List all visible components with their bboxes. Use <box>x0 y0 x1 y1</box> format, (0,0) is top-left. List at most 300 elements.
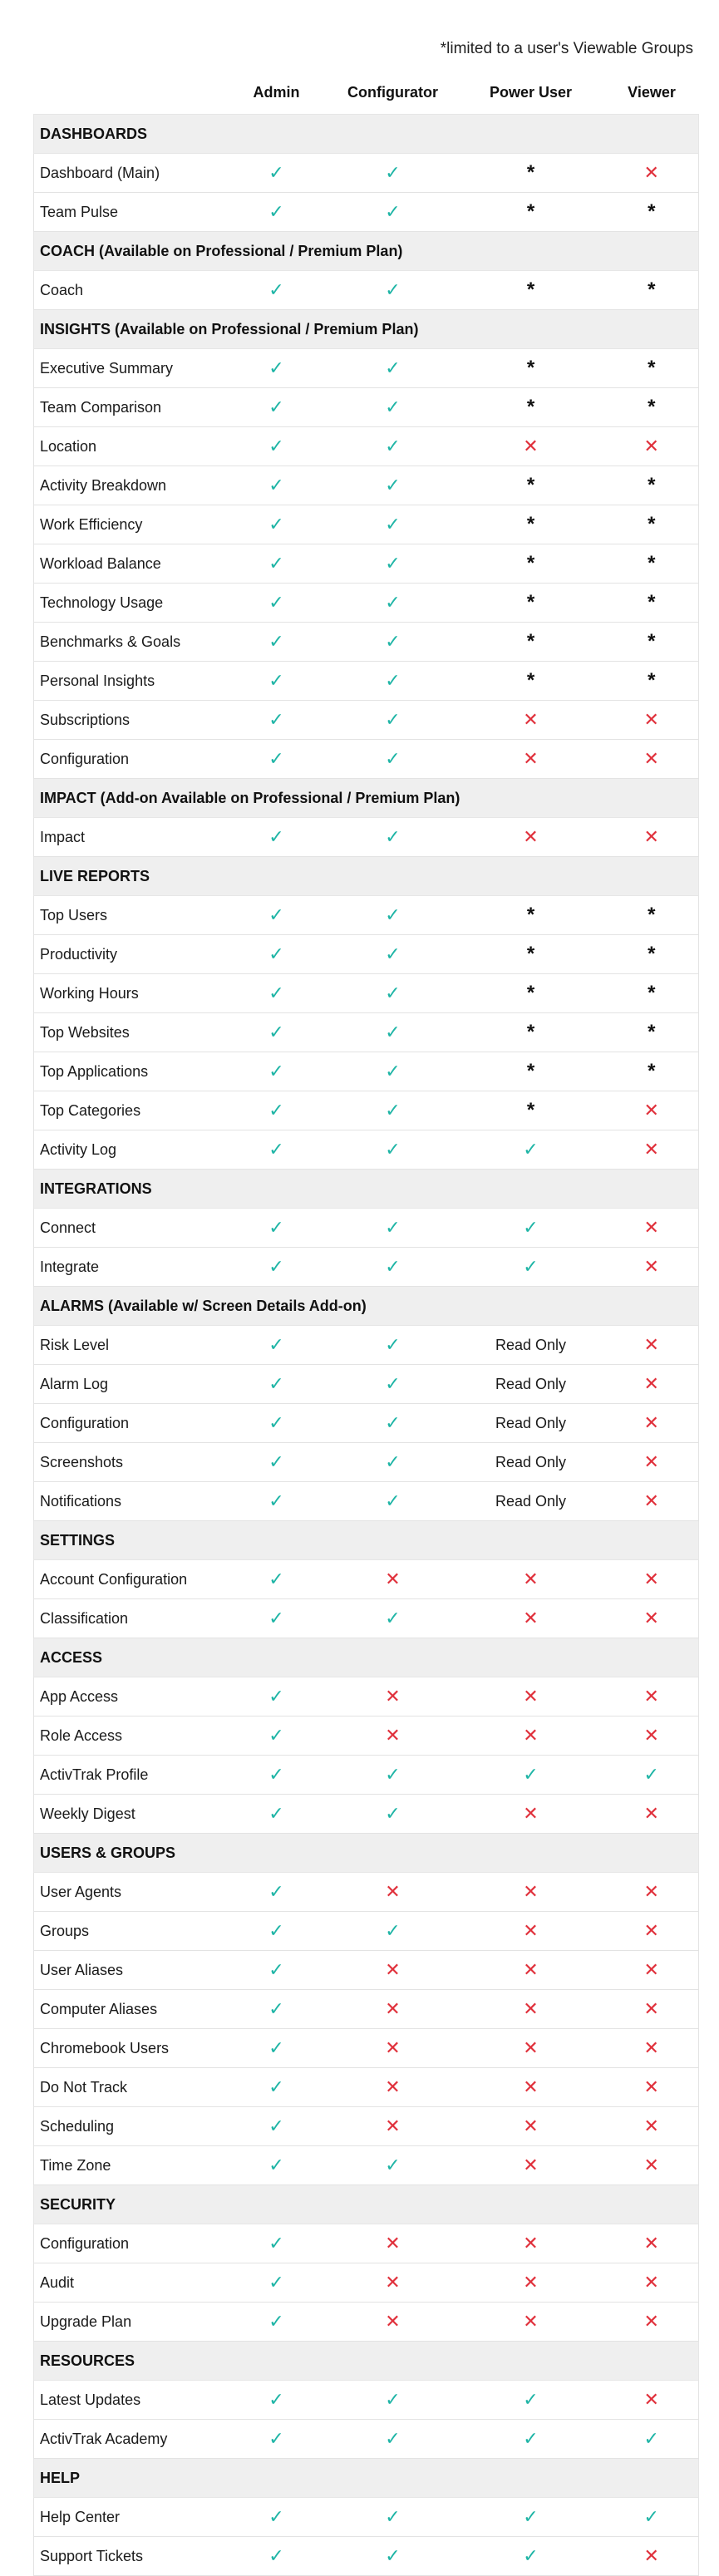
cross-icon: ✕ <box>643 1100 659 1121</box>
table-row <box>34 1795 699 1834</box>
check-icon: ✓ <box>385 1412 401 1433</box>
table-row <box>34 193 699 232</box>
asterisk-icon: * <box>526 552 535 574</box>
check-icon: ✓ <box>643 2506 659 2527</box>
permission-cell-admin <box>224 2263 329 2303</box>
permission-cell-viewer <box>605 701 699 740</box>
permission-cell-admin <box>224 2420 329 2459</box>
table-row <box>34 1248 699 1287</box>
permission-cell-admin <box>224 1326 329 1365</box>
permission-cell-admin <box>224 740 329 779</box>
cross-icon: ✕ <box>643 2545 659 2566</box>
feature-name: ActivTrak Profile <box>40 1766 149 1783</box>
permission-cell-viewer <box>605 740 699 779</box>
feature-name: Role Access <box>40 1726 123 1744</box>
table-row <box>34 1560 699 1599</box>
asterisk-icon: * <box>648 943 656 965</box>
permission-cell-admin <box>224 935 329 974</box>
cross-icon: ✕ <box>523 1803 539 1824</box>
permission-cell-admin <box>224 2146 329 2185</box>
table-row <box>34 1677 699 1717</box>
section-header-row <box>34 1834 699 1873</box>
permission-cell-admin <box>224 1873 329 1912</box>
viewable-groups-note: *limited to a user's Viewable Groups <box>440 40 693 57</box>
check-icon: ✓ <box>268 1764 284 1785</box>
asterisk-icon: * <box>526 200 535 223</box>
permission-cell-configurator <box>329 662 457 701</box>
permission-cell-power-user <box>457 154 605 193</box>
asterisk-icon: * <box>648 982 656 1004</box>
section-header-row <box>34 1521 699 1560</box>
check-icon: ✓ <box>523 1217 539 1238</box>
asterisk-icon: * <box>526 943 535 965</box>
permission-cell-configurator <box>329 388 457 427</box>
check-icon: ✓ <box>385 1217 401 1238</box>
cross-icon: ✕ <box>643 748 659 769</box>
asterisk-icon: * <box>648 552 656 574</box>
permission-cell-power-user <box>457 1717 605 1756</box>
check-icon: ✓ <box>268 436 284 456</box>
asterisk-icon: * <box>526 591 535 613</box>
check-icon: ✓ <box>385 396 401 417</box>
asterisk-icon: * <box>526 161 535 184</box>
section-header-row <box>34 115 699 154</box>
permission-cell-configurator <box>329 2068 457 2107</box>
section-title: RESOURCES <box>40 2352 135 2369</box>
section-header-row <box>34 2342 699 2381</box>
permission-cell-viewer <box>605 1677 699 1717</box>
permission-cell-viewer <box>605 2224 699 2263</box>
permission-cell-viewer <box>605 1443 699 1482</box>
permission-cell-configurator <box>329 1795 457 1834</box>
permission-cell-configurator <box>329 623 457 662</box>
permission-cell-admin <box>224 1130 329 1170</box>
section-header-row <box>34 310 699 349</box>
check-icon: ✓ <box>385 2545 401 2566</box>
asterisk-icon: * <box>648 474 656 496</box>
check-icon: ✓ <box>385 2155 401 2175</box>
feature-name: Productivity <box>40 945 118 963</box>
table-row <box>34 1990 699 2029</box>
cross-icon: ✕ <box>643 1608 659 1628</box>
asterisk-icon: * <box>526 513 535 535</box>
permission-cell-admin <box>224 1404 329 1443</box>
cross-icon: ✕ <box>523 2272 539 2293</box>
cross-icon: ✕ <box>523 2037 539 2058</box>
feature-name: Notifications <box>40 1492 122 1510</box>
section-title: ACCESS <box>40 1648 103 1666</box>
feature-name: Workload Balance <box>40 554 161 572</box>
permission-cell-power-user <box>457 1951 605 1990</box>
cross-icon: ✕ <box>643 2037 659 2058</box>
permission-cell-power-user <box>457 623 605 662</box>
permission-cell-viewer <box>605 1873 699 1912</box>
asterisk-icon: * <box>648 396 656 418</box>
check-icon: ✓ <box>268 1608 284 1628</box>
check-icon: ✓ <box>268 1881 284 1902</box>
permission-cell-admin <box>224 1677 329 1717</box>
cross-icon: ✕ <box>643 826 659 847</box>
permission-cell-admin <box>224 1912 329 1951</box>
check-icon: ✓ <box>268 826 284 847</box>
check-icon: ✓ <box>385 1061 401 1081</box>
feature-name: Configuration <box>40 2234 130 2252</box>
cross-icon: ✕ <box>523 1881 539 1902</box>
cross-icon: ✕ <box>523 709 539 730</box>
check-icon: ✓ <box>385 631 401 652</box>
permission-cell-admin <box>224 2068 329 2107</box>
cross-icon: ✕ <box>385 1686 401 1707</box>
check-icon: ✓ <box>268 1061 284 1081</box>
check-icon: ✓ <box>523 1764 539 1785</box>
permission-cell-viewer <box>605 1951 699 1990</box>
table-row <box>34 584 699 623</box>
table-row <box>34 1717 699 1756</box>
permission-cell-admin <box>224 2107 329 2146</box>
permission-cell-power-user <box>457 349 605 388</box>
feature-column-header <box>34 71 224 115</box>
permission-cell-viewer <box>605 2068 699 2107</box>
check-icon: ✓ <box>268 670 284 691</box>
cross-icon: ✕ <box>643 2115 659 2136</box>
permission-cell-admin <box>224 1795 329 1834</box>
permission-cell-configurator <box>329 818 457 857</box>
permission-cell-admin <box>224 818 329 857</box>
cross-icon: ✕ <box>643 1490 659 1511</box>
permission-cell-admin <box>224 1443 329 1482</box>
feature-name: Upgrade Plan <box>40 2312 132 2330</box>
section-header-row <box>34 2459 699 2498</box>
permission-cell-configurator <box>329 2537 457 2576</box>
feature-name: Chromebook Users <box>40 2039 170 2056</box>
check-icon: ✓ <box>643 2428 659 2449</box>
cross-icon: ✕ <box>643 1569 659 1589</box>
permission-cell-configurator <box>329 544 457 584</box>
feature-name: Classification <box>40 1609 129 1627</box>
asterisk-icon: * <box>526 474 535 496</box>
permission-cell-power-user <box>457 584 605 623</box>
asterisk-icon: * <box>526 396 535 418</box>
check-icon: ✓ <box>268 1256 284 1277</box>
permission-cell-configurator <box>329 1365 457 1404</box>
feature-name: Computer Aliases <box>40 2000 158 2017</box>
permission-cell-admin <box>224 505 329 544</box>
permission-cell-power-user <box>457 2420 605 2459</box>
permission-cell-viewer <box>605 935 699 974</box>
check-icon: ✓ <box>268 475 284 495</box>
asterisk-icon: * <box>648 1021 656 1043</box>
check-icon: ✓ <box>385 709 401 730</box>
check-icon: ✓ <box>523 1139 539 1160</box>
cross-icon: ✕ <box>523 1725 539 1746</box>
permission-cell-configurator <box>329 466 457 505</box>
feature-name: Do Not Track <box>40 2078 128 2096</box>
asterisk-icon: * <box>526 1021 535 1043</box>
feature-name: Coach <box>40 281 84 298</box>
permission-cell-viewer <box>605 2537 699 2576</box>
check-icon: ✓ <box>385 943 401 964</box>
cross-icon: ✕ <box>385 1881 401 1902</box>
permission-cell-power-user <box>457 1756 605 1795</box>
permission-cell-viewer <box>605 623 699 662</box>
permission-cell-viewer <box>605 584 699 623</box>
check-icon: ✓ <box>268 1998 284 2019</box>
permission-cell-viewer <box>605 1326 699 1365</box>
cross-icon: ✕ <box>643 1256 659 1277</box>
permission-cell-configurator <box>329 505 457 544</box>
check-icon: ✓ <box>268 1217 284 1238</box>
check-icon: ✓ <box>268 2506 284 2527</box>
permission-cell-configurator <box>329 2107 457 2146</box>
feature-name: User Aliases <box>40 1961 124 1978</box>
table-row <box>34 1756 699 1795</box>
permission-cell-configurator <box>329 1013 457 1052</box>
permission-cell-configurator <box>329 584 457 623</box>
check-icon: ✓ <box>385 357 401 378</box>
section-header-row <box>34 857 699 896</box>
permission-cell-admin <box>224 2029 329 2068</box>
check-icon: ✓ <box>268 2272 284 2293</box>
check-icon: ✓ <box>385 1764 401 1785</box>
section-title: IMPACT (Add-on Available on Professional / Premium Plan) <box>40 789 460 806</box>
section-header-row <box>34 2185 699 2224</box>
permission-cell-admin <box>224 896 329 935</box>
check-icon: ✓ <box>268 1920 284 1941</box>
permissions-table <box>33 71 699 2576</box>
permission-cell-admin <box>224 1482 329 1521</box>
table-row <box>34 1951 699 1990</box>
permission-cell-viewer <box>605 2029 699 2068</box>
table-row <box>34 2146 699 2185</box>
feature-name: Alarm Log <box>40 1375 109 1392</box>
check-icon: ✓ <box>268 1959 284 1980</box>
permission-cell-viewer <box>605 1013 699 1052</box>
permission-cell-configurator <box>329 2381 457 2420</box>
table-row <box>34 2107 699 2146</box>
section-title: USERS & GROUPS <box>40 1844 176 1861</box>
asterisk-icon: * <box>648 669 656 692</box>
cross-icon: ✕ <box>523 1998 539 2019</box>
permission-cell-viewer <box>605 271 699 310</box>
permission-cell-admin <box>224 1990 329 2029</box>
cross-icon: ✕ <box>643 1217 659 1238</box>
check-icon: ✓ <box>268 1725 284 1746</box>
cross-icon: ✕ <box>385 2076 401 2097</box>
permission-cell-power-user <box>457 1560 605 1599</box>
permission-cell-admin <box>224 662 329 701</box>
permission-cell-configurator <box>329 1756 457 1795</box>
section-header-row <box>34 1287 699 1326</box>
permission-cell-admin <box>224 2381 329 2420</box>
feature-name: Connect <box>40 1219 96 1236</box>
asterisk-icon: * <box>648 630 656 653</box>
permission-cell-viewer <box>605 1482 699 1521</box>
permission-cell-power-user <box>457 2029 605 2068</box>
permission-cell-configurator <box>329 1404 457 1443</box>
feature-name: Working Hours <box>40 984 139 1002</box>
check-icon: ✓ <box>268 1803 284 1824</box>
cross-icon: ✕ <box>385 2311 401 2332</box>
permission-cell-configurator <box>329 1248 457 1287</box>
permission-cell-viewer <box>605 2381 699 2420</box>
check-icon: ✓ <box>268 1451 284 1472</box>
permission-cell-power-user <box>457 1248 605 1287</box>
check-icon: ✓ <box>268 2037 284 2058</box>
permission-cell-power-user <box>457 388 605 427</box>
cross-icon: ✕ <box>523 2233 539 2253</box>
asterisk-icon: * <box>526 630 535 653</box>
asterisk-icon: * <box>526 357 535 379</box>
check-icon: ✓ <box>268 983 284 1003</box>
table-row <box>34 2068 699 2107</box>
permission-cell-configurator <box>329 1209 457 1248</box>
check-icon: ✓ <box>385 2506 401 2527</box>
table-row <box>34 505 699 544</box>
cross-icon: ✕ <box>385 2272 401 2293</box>
section-title: LIVE REPORTS <box>40 867 150 884</box>
check-icon: ✓ <box>268 201 284 222</box>
permission-cell-configurator <box>329 2263 457 2303</box>
permission-cell-admin <box>224 1052 329 1091</box>
asterisk-icon: * <box>648 278 656 301</box>
permission-cell-admin <box>224 584 329 623</box>
permission-cell-viewer <box>605 505 699 544</box>
cross-icon: ✕ <box>643 2233 659 2253</box>
section-header-row <box>34 779 699 818</box>
table-body <box>34 115 699 2576</box>
permission-cell-power-user <box>457 427 605 466</box>
asterisk-icon: * <box>648 357 656 379</box>
permission-cell-power-user <box>457 2498 605 2537</box>
section-title: ALARMS (Available w/ Screen Details Add-on) <box>40 1297 367 1314</box>
cross-icon: ✕ <box>523 1920 539 1941</box>
check-icon: ✓ <box>523 2506 539 2527</box>
check-icon: ✓ <box>385 1256 401 1277</box>
check-icon: ✓ <box>385 983 401 1003</box>
permission-cell-viewer <box>605 2420 699 2459</box>
check-icon: ✓ <box>385 670 401 691</box>
table-row <box>34 935 699 974</box>
feature-name: Weekly Digest <box>40 1805 135 1822</box>
cross-icon: ✕ <box>643 1686 659 1707</box>
cross-icon: ✕ <box>643 709 659 730</box>
permission-cell-viewer <box>605 1560 699 1599</box>
table-row <box>34 1365 699 1404</box>
permission-cell-power-user <box>457 271 605 310</box>
check-icon: ✓ <box>268 1100 284 1121</box>
permission-cell-configurator <box>329 1130 457 1170</box>
cross-icon: ✕ <box>643 2311 659 2332</box>
table-row <box>34 271 699 310</box>
feature-name: Screenshots <box>40 1453 124 1470</box>
check-icon: ✓ <box>268 1412 284 1433</box>
table-row <box>34 1443 699 1482</box>
table-row <box>34 2224 699 2263</box>
permission-cell-viewer <box>605 193 699 232</box>
permission-cell-viewer <box>605 662 699 701</box>
check-icon: ✓ <box>385 1490 401 1511</box>
permission-cell-admin <box>224 466 329 505</box>
permission-cell-power-user <box>457 1013 605 1052</box>
table-row <box>34 466 699 505</box>
permission-cell-power-user <box>457 1052 605 1091</box>
permission-cell-viewer <box>605 2107 699 2146</box>
cross-icon: ✕ <box>643 1139 659 1160</box>
permission-cell-viewer <box>605 388 699 427</box>
table-row <box>34 2420 699 2459</box>
check-icon: ✓ <box>523 2389 539 2410</box>
check-icon: ✓ <box>523 2545 539 2566</box>
check-icon: ✓ <box>385 1139 401 1160</box>
permission-cell-admin <box>224 427 329 466</box>
table-row <box>34 818 699 857</box>
permission-cell-power-user <box>457 701 605 740</box>
column-header-viewer: Viewer <box>628 84 676 101</box>
permission-cell-viewer <box>605 2303 699 2342</box>
permission-cell-admin <box>224 1248 329 1287</box>
asterisk-icon: * <box>648 513 656 535</box>
permission-cell-power-user <box>457 974 605 1013</box>
cross-icon: ✕ <box>523 1608 539 1628</box>
permission-cell-admin <box>224 701 329 740</box>
permission-cell-power-user <box>457 1326 605 1365</box>
check-icon: ✓ <box>268 2311 284 2332</box>
permission-cell-viewer <box>605 1248 699 1287</box>
table-row <box>34 1091 699 1130</box>
permission-cell-power-user <box>457 1990 605 2029</box>
permission-text: Read Only <box>495 1375 567 1392</box>
section-header-row <box>34 1638 699 1677</box>
check-icon: ✓ <box>523 1256 539 1277</box>
check-icon: ✓ <box>385 162 401 183</box>
check-icon: ✓ <box>385 826 401 847</box>
check-icon: ✓ <box>268 943 284 964</box>
permission-cell-power-user <box>457 505 605 544</box>
check-icon: ✓ <box>385 514 401 534</box>
permission-cell-configurator <box>329 2146 457 2185</box>
column-header-configurator: Configurator <box>347 84 438 101</box>
permission-cell-viewer <box>605 974 699 1013</box>
feature-name: Configuration <box>40 750 130 767</box>
permission-cell-viewer <box>605 1365 699 1404</box>
section-title: INTEGRATIONS <box>40 1180 152 1197</box>
feature-name: Scheduling <box>40 2117 115 2135</box>
asterisk-icon: * <box>526 1060 535 1082</box>
table-row <box>34 1013 699 1052</box>
permission-cell-admin <box>224 2303 329 2342</box>
permission-cell-power-user <box>457 1365 605 1404</box>
section-header-row <box>34 232 699 271</box>
cross-icon: ✕ <box>385 1959 401 1980</box>
feature-name: Help Center <box>40 2508 121 2525</box>
cross-icon: ✕ <box>643 1920 659 1941</box>
feature-name: Executive Summary <box>40 359 174 377</box>
permission-cell-configurator <box>329 1052 457 1091</box>
feature-name: Account Configuration <box>40 1570 188 1588</box>
permission-cell-configurator <box>329 1482 457 1521</box>
permission-cell-viewer <box>605 154 699 193</box>
permission-cell-power-user <box>457 1795 605 1834</box>
table-row <box>34 154 699 193</box>
feature-name: Top Users <box>40 906 108 924</box>
feature-name: Subscriptions <box>40 711 131 728</box>
permission-cell-power-user <box>457 2146 605 2185</box>
cross-icon: ✕ <box>643 436 659 456</box>
feature-name: Technology Usage <box>40 594 164 611</box>
check-icon: ✓ <box>268 1139 284 1160</box>
permission-cell-configurator <box>329 1560 457 1599</box>
cross-icon: ✕ <box>523 436 539 456</box>
